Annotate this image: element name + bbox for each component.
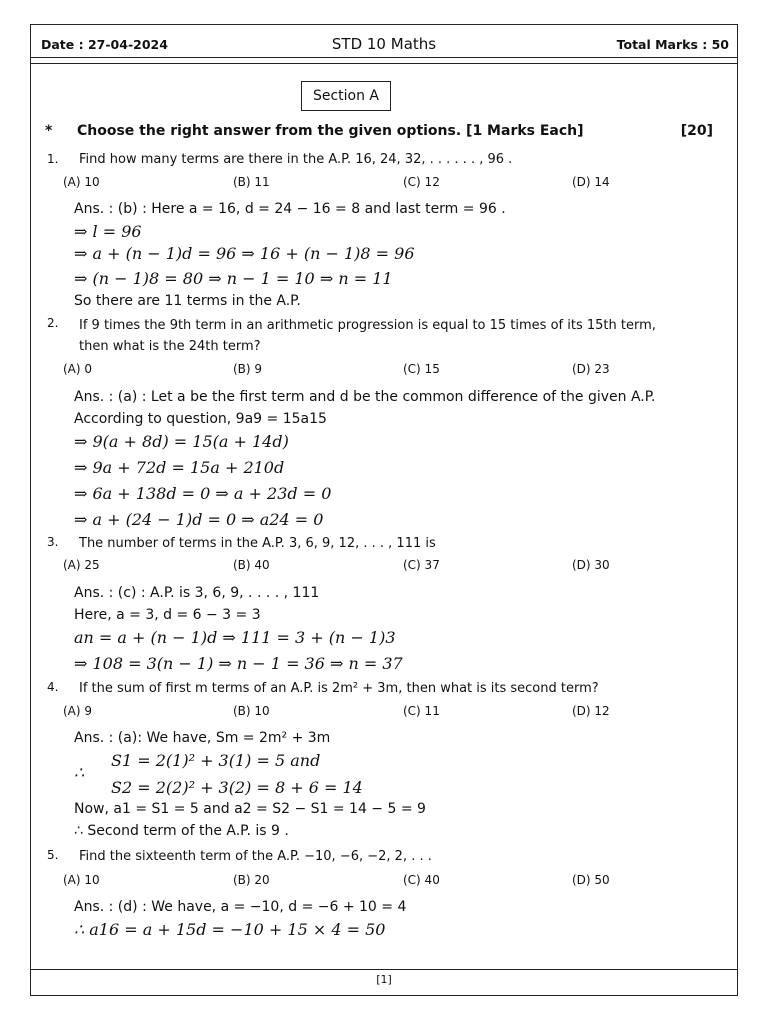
answer-line: ⇒ a + (24 − 1)d = 0 ⇒ a24 = 0: [74, 510, 324, 529]
answer-line: S2 = 2(2)² + 3(2) = 8 + 6 = 14: [111, 778, 363, 797]
page-number: [1]: [376, 973, 392, 986]
answer-line: ∴ Second term of the A.P. is 9 .: [74, 823, 289, 839]
option-d: (D) 30: [572, 558, 610, 572]
option-b: (B) 11: [233, 175, 270, 189]
instruction-text: Choose the right answer from the given options. [1 Marks Each]: [77, 123, 584, 139]
option-d: (D) 12: [572, 704, 610, 718]
question-text: The number of terms in the A.P. 3, 6, 9, 12, . . . , 111 is: [79, 536, 436, 551]
page-frame: [30, 24, 738, 996]
option-d: (D) 14: [572, 175, 610, 189]
option-a: (A) 0: [63, 362, 93, 376]
question-number: 5.: [47, 848, 59, 862]
question-text: If 9 times the 9th term in an arithmetic progression is equal to 15 times of its 15th term,: [79, 318, 656, 333]
option-a: (A) 10: [63, 175, 100, 189]
option-a: (A) 25: [63, 558, 100, 572]
option-b: (B) 20: [233, 873, 270, 887]
instruction-marks: [20]: [680, 123, 713, 139]
option-c: (C) 37: [403, 558, 440, 572]
question-number: 2.: [47, 316, 59, 330]
answer-line: ⇒ a + (n − 1)d = 96 ⇒ 16 + (n − 1)8 = 96: [74, 244, 415, 263]
answer-line: Ans. : (b) : Here a = 16, d = 24 − 16 = 8 and last term = 96 .: [74, 201, 506, 217]
answer-line: ⇒ 6a + 138d = 0 ⇒ a + 23d = 0: [74, 484, 332, 503]
question-text: Find how many terms are there in the A.P. 16, 24, 32, . . . . . . , 96 .: [79, 152, 513, 167]
header-rule-bottom: [31, 63, 737, 64]
option-c: (C) 40: [403, 873, 440, 887]
question-text-continued: then what is the 24th term?: [79, 339, 261, 354]
answer-line: Ans. : (a): We have, Sm = 2m² + 3m: [74, 730, 331, 746]
question-text: If the sum of first m terms of an A.P. is 2m² + 3m, then what is its second term?: [79, 681, 599, 696]
answer-line: Ans. : (a) : Let a be the first term and d be the common difference of the given A.P.: [74, 389, 656, 405]
answer-line: Now, a1 = S1 = 5 and a2 = S2 − S1 = 14 − 5 = 9: [74, 801, 426, 817]
section-title: Section A: [301, 81, 391, 111]
option-d: (D) 50: [572, 873, 610, 887]
paper-title: STD 10 Maths: [331, 35, 437, 53]
option-c: (C) 12: [403, 175, 440, 189]
answer-line: ⇒ (n − 1)8 = 80 ⇒ n − 1 = 10 ⇒ n = 11: [74, 269, 393, 288]
question-number: 4.: [47, 680, 59, 694]
therefore-symbol: ∴: [74, 763, 85, 782]
answer-line: S1 = 2(1)² + 3(1) = 5 and: [111, 751, 321, 770]
answer-line: Here, a = 3, d = 6 − 3 = 3: [74, 607, 261, 623]
answer-line: According to question, 9a9 = 15a15: [74, 411, 327, 427]
answer-line: Ans. : (d) : We have, a = −10, d = −6 + 10 = 4: [74, 899, 407, 915]
option-c: (C) 11: [403, 704, 440, 718]
total-marks: Total Marks : 50: [616, 37, 729, 52]
answer-line: ∴ a16 = a + 15d = −10 + 15 × 4 = 50: [74, 920, 386, 939]
option-d: (D) 23: [572, 362, 610, 376]
option-c: (C) 15: [403, 362, 440, 376]
answer-line: ⇒ 9a + 72d = 15a + 210d: [74, 458, 285, 477]
question-number: 1.: [47, 152, 59, 166]
answer-line: So there are 11 terms in the A.P.: [74, 293, 301, 309]
option-b: (B) 40: [233, 558, 270, 572]
exam-date: Date : 27-04-2024: [41, 37, 168, 52]
answer-line: an = a + (n − 1)d ⇒ 111 = 3 + (n − 1)3: [74, 628, 396, 647]
answer-line: ⇒ 9(a + 8d) = 15(a + 14d): [74, 432, 289, 451]
footer-rule: [31, 969, 737, 970]
answer-line: ⇒ l = 96: [74, 222, 142, 241]
question-number: 3.: [47, 535, 59, 549]
question-text: Find the sixteenth term of the A.P. −10, −6, −2, 2, . . .: [79, 849, 432, 864]
header-rule-top: [31, 57, 737, 58]
option-b: (B) 10: [233, 704, 270, 718]
option-b: (B) 9: [233, 362, 263, 376]
answer-line: Ans. : (c) : A.P. is 3, 6, 9, . . . . , 111: [74, 585, 320, 601]
option-a: (A) 9: [63, 704, 93, 718]
answer-line: ⇒ 108 = 3(n − 1) ⇒ n − 1 = 36 ⇒ n = 37: [74, 654, 403, 673]
instruction-bullet: *: [45, 123, 53, 139]
option-a: (A) 10: [63, 873, 100, 887]
